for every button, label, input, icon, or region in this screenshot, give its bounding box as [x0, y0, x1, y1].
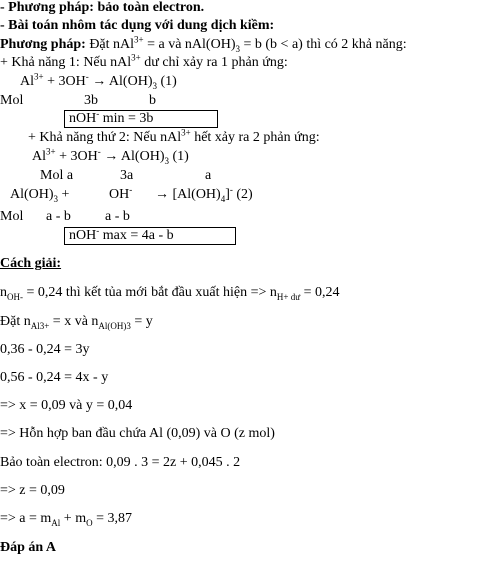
text-seg: => a = m: [0, 511, 52, 526]
solution-heading: [0, 256, 61, 272]
superscript: 3+: [181, 127, 191, 138]
text-seg: + Khả năng thứ 2: Nếu nAl: [28, 130, 182, 145]
superscript: -: [97, 146, 101, 157]
solution-step-2: [0, 314, 153, 330]
subscript: OH-: [7, 291, 23, 302]
subscript: H+ dư: [276, 291, 301, 302]
solution-step-1: [0, 285, 340, 301]
subscript: 4: [220, 193, 226, 204]
mol-label: Mol: [0, 93, 24, 108]
superscript: 3+: [131, 52, 141, 63]
mol-value-3b: [84, 93, 98, 109]
reaction-2-left: [10, 187, 69, 203]
text-seg: n: [0, 285, 7, 300]
text-seg: => z = 0,09: [0, 483, 65, 498]
mol-value-b: [149, 93, 156, 109]
reaction-1: [20, 71, 177, 91]
method-text: - Phương pháp: bảo toàn electron.: [0, 0, 205, 15]
superscript: -: [96, 225, 100, 236]
reaction-2-right: [155, 184, 253, 204]
text-seg: Mol a: [40, 168, 74, 183]
reaction-1b: [32, 146, 189, 166]
text-seg: (2): [232, 187, 253, 202]
text-seg: + Khả năng 1: Nếu nAl: [0, 55, 132, 70]
text-seg: Al: [20, 74, 34, 89]
text-seg: = 0,24 thì kết tủa mới bắt đầu xuất hiện => n: [23, 285, 277, 300]
text-seg: OH: [109, 187, 130, 202]
mol-line-3: [0, 209, 23, 225]
superscript: -: [229, 184, 233, 195]
text-seg: → [Al(OH): [155, 187, 221, 202]
text-seg: = 3,87: [92, 511, 132, 526]
text-seg: dư chỉ xảy ra 1 phản ứng:: [140, 55, 288, 70]
text-seg: b: [149, 93, 156, 108]
mol-value-3a: [120, 168, 133, 184]
superscript: -: [96, 108, 100, 119]
superscript: -: [129, 184, 133, 195]
method-label: Phương pháp:: [0, 37, 86, 52]
mol-label: Mol: [0, 209, 24, 224]
solution-step-9: [0, 511, 132, 527]
text-seg: a - b: [105, 209, 130, 224]
max-box: [64, 227, 236, 245]
text-seg: (1): [156, 74, 177, 89]
text-seg: Al: [32, 149, 46, 164]
text-seg: → Al(OH): [100, 149, 165, 164]
text-seg: a - b: [46, 209, 71, 224]
text-seg: + m: [60, 511, 87, 526]
solution-step-8: [0, 483, 65, 499]
superscript: 3+: [134, 34, 144, 45]
subscript: O: [86, 517, 93, 528]
mol-value-a: [205, 168, 211, 184]
case-2-line: [28, 127, 320, 146]
method-line: [0, 0, 204, 16]
text-seg: = y: [130, 314, 153, 329]
text-seg: = a và nAl(OH): [143, 37, 236, 52]
heading-text: Cách giải:: [0, 256, 62, 271]
text-seg: hết xảy ra 2 phản ứng:: [190, 130, 320, 145]
text-seg: 0,56 - 0,24 = 4x - y: [0, 370, 109, 385]
case-1-line: [0, 52, 288, 71]
mol-value-a-b-2: [105, 209, 130, 225]
text-seg: 3a: [120, 168, 134, 183]
text-seg: => Hỗn hợp ban đầu chứa Al (0,09) và O (z mol): [0, 426, 275, 441]
text-seg: + 3OH: [43, 74, 86, 89]
text-seg: ]: [225, 187, 230, 202]
text-seg: + 3OH: [55, 149, 98, 164]
subscript: Al(OH)3: [98, 320, 131, 331]
superscript: 3+: [34, 71, 44, 82]
solution-step-7: [0, 455, 240, 471]
text-seg: = b (b < a) thì có 2 khả năng:: [239, 37, 407, 52]
text-seg: Đặt n: [0, 314, 31, 329]
text-seg: Al(OH): [10, 187, 54, 202]
superscript: -: [85, 71, 89, 82]
subscript: Al: [51, 517, 61, 528]
subscript: Al3+: [30, 320, 50, 331]
text-seg: nOH: [69, 111, 97, 126]
subscript: 3: [235, 43, 240, 54]
subscript: 3: [164, 155, 169, 166]
solution-step-4: [0, 370, 108, 386]
topic-text: - Bài toán nhôm tác dụng với dung dịch kiềm:: [0, 18, 275, 33]
text-seg: 0,36 - 0,24 = 3y: [0, 342, 90, 357]
text-seg: => x = 0,09 và y = 0,04: [0, 398, 133, 413]
mol-line-2: [40, 168, 73, 184]
superscript: 3+: [46, 146, 56, 157]
method-statement: [0, 34, 407, 54]
subscript: 3: [152, 80, 157, 91]
text-seg: Đặt nAl: [85, 37, 135, 52]
text-seg: Bảo toàn electron: 0,09 . 3 = 2z + 0,045 . 2: [0, 455, 241, 470]
text-seg: → Al(OH): [88, 74, 153, 89]
text-seg: min = 3b: [99, 111, 154, 126]
answer-line: [0, 540, 56, 556]
mol-value-a-b-1: [46, 209, 71, 225]
text-seg: a: [205, 168, 212, 183]
subscript: 3: [53, 193, 59, 204]
solution-step-6: [0, 426, 275, 442]
text-seg: (1): [168, 149, 189, 164]
mol-line-1: [0, 93, 23, 109]
topic-heading: [0, 18, 274, 34]
text-seg: nOH: [69, 228, 97, 243]
solution-step-5: [0, 398, 132, 414]
reaction-2-oh: [109, 184, 133, 203]
answer-text: Đáp án A: [0, 540, 57, 555]
solution-step-3: [0, 342, 90, 358]
text-seg: = x và n: [49, 314, 99, 329]
min-box: [64, 110, 218, 128]
text-seg: max = 4a - b: [99, 228, 174, 243]
text-seg: = 0,24: [300, 285, 340, 300]
text-seg: +: [58, 187, 70, 202]
text-seg: 3b: [84, 93, 98, 108]
